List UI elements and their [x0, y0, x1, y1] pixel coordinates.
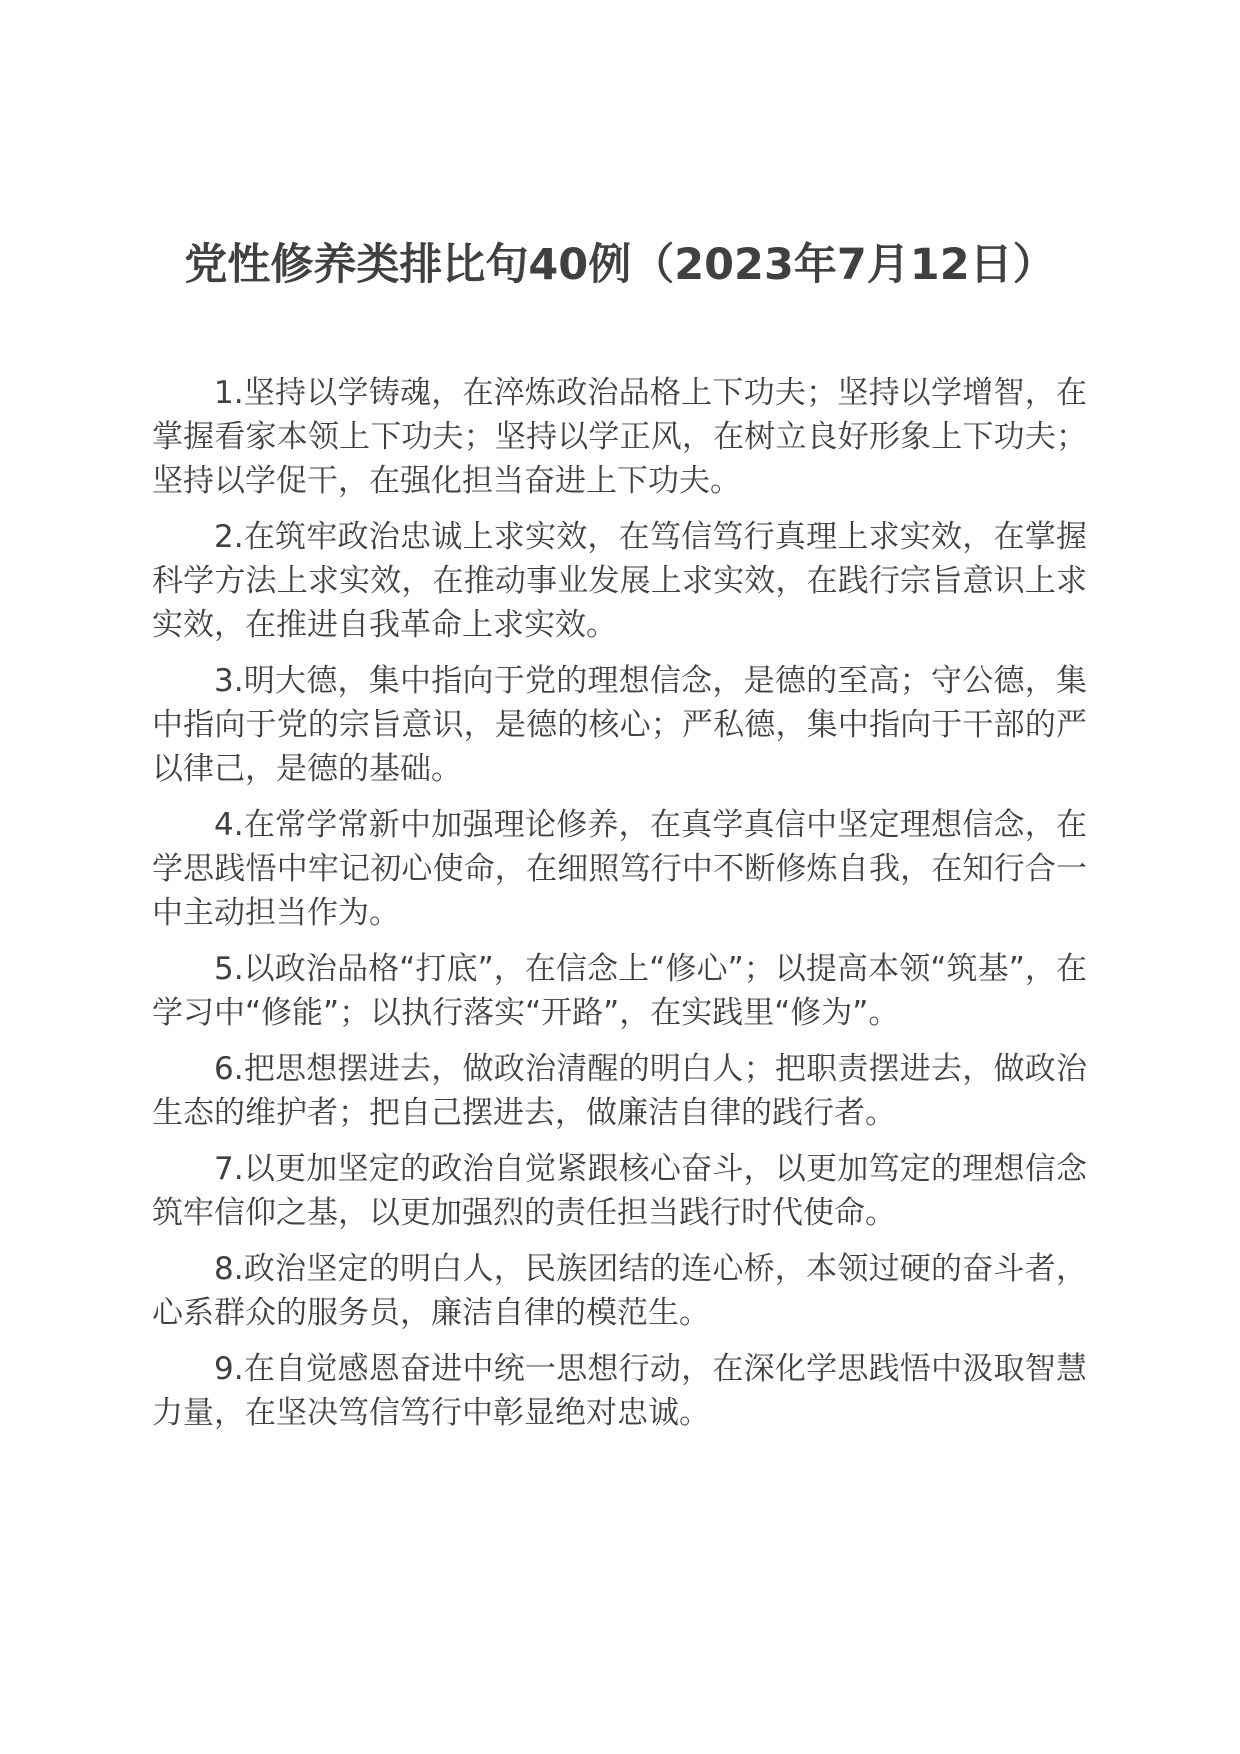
document-title: 党性修养类排比句40例（2023年7月12日）	[184, 240, 1056, 290]
paragraph-5: 5.以政治品格“打底”，在信念上“修心”；以提高本领“筑基”，在学习中“修能”；以执行落实“开路”，在实践里“修为”。	[152, 951, 1087, 1031]
paragraph-6: 6.把思想摆进去，做政治清醒的明白人；把职责摆进去，做政治生态的维护者；把自己摆进去，做廉洁自律的践行者。	[152, 1051, 1087, 1131]
paragraph-2: 2.在筑牢政治忠诚上求实效，在笃信笃行真理上求实效，在掌握科学方法上求实效，在推动事业发展上求实效，在践行宗旨意识上求实效，在推进自我革命上求实效。	[152, 519, 1087, 643]
paragraph-9: 9.在自觉感恩奋进中统一思想行动，在深化学思践悟中汲取智慧力量，在坚决笃信笃行中彰显绝对忠诚。	[152, 1351, 1087, 1431]
paragraph-8: 8.政治坚定的明白人，民族团结的连心桥，本领过硬的奋斗者，心系群众的服务员，廉洁自律的模范生。	[152, 1251, 1087, 1331]
paragraph-4: 4.在常学常新中加强理论修养，在真学真信中坚定理想信念，在学思践悟中牢记初心使命，在细照笃行中不断修炼自我，在知行合一中主动担当作为。	[152, 807, 1087, 931]
paragraph-3: 3.明大德，集中指向于党的理想信念，是德的至高；守公德，集中指向于党的宗旨意识，是德的核心；严私德，集中指向于干部的严以律己，是德的基础。	[152, 663, 1087, 787]
paragraph-1: 1.坚持以学铸魂，在淬炼政治品格上下功夫；坚持以学增智，在掌握看家本领上下功夫；坚持以学正风，在树立良好形象上下功夫；坚持以学促干，在强化担当奋进上下功夫。	[152, 375, 1087, 499]
document-body	[152, 371, 1087, 1447]
paragraph-7: 7.以更加坚定的政治自觉紧跟核心奋斗，以更加笃定的理想信念筑牢信仰之基，以更加强烈的责任担当践行时代使命。	[152, 1151, 1087, 1231]
